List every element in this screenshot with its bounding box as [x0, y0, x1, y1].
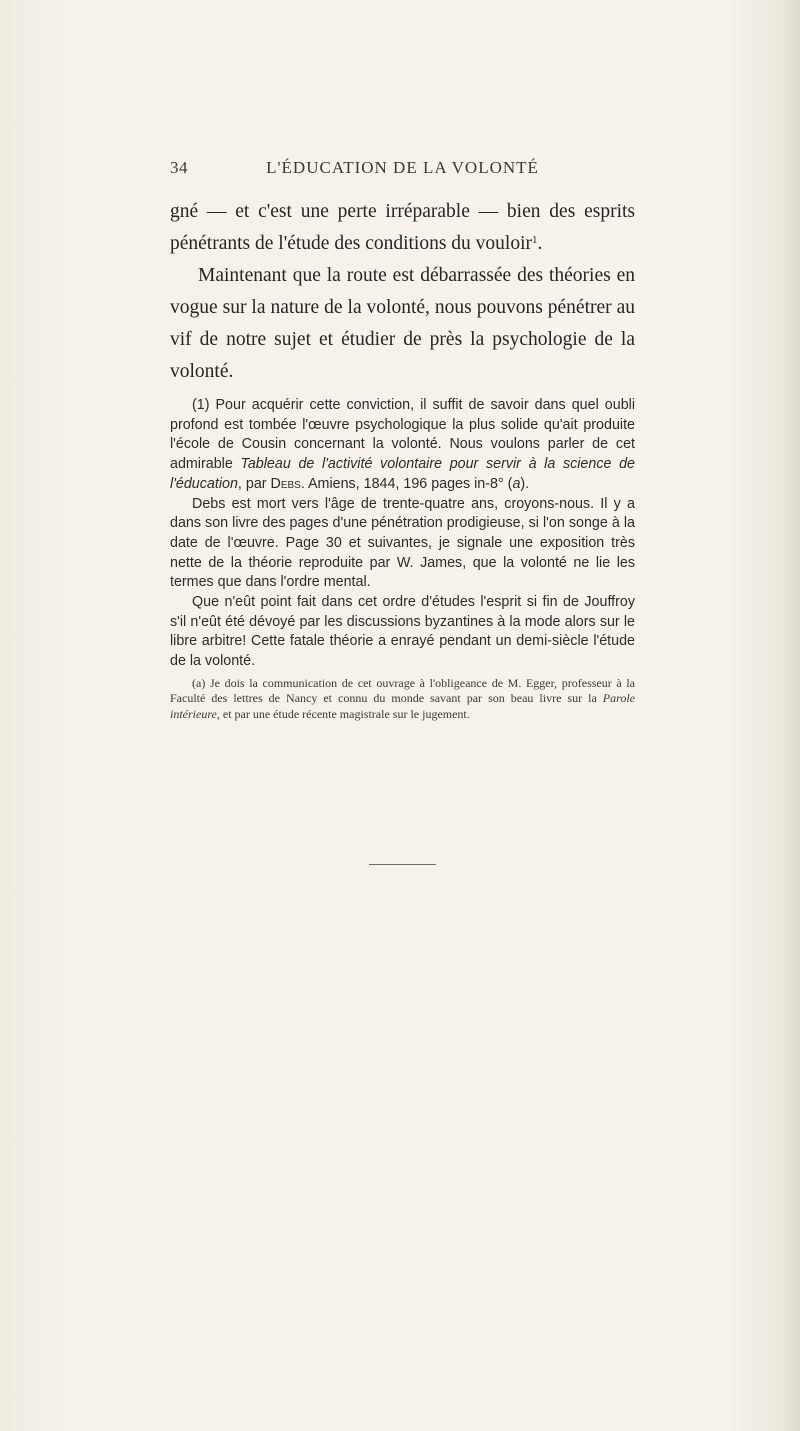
- footnotes: [170, 396, 635, 723]
- footnote-ref-a: a: [512, 475, 521, 492]
- paragraph-maintenant: Maintenant que la route est débarrassée des théories en vogue sur la nature de la volonté, nous pouvons pénétrer au vif de notre sujet et étudier de près la psychologie de la volonté.: [170, 265, 635, 382]
- book-title: Tableau de l'activité volontaire pour servir à la science de l'éducation: [170, 456, 635, 492]
- section-end-rule: [369, 864, 436, 865]
- running-head: [170, 158, 635, 180]
- footnote-a: (a) Je dois la communication de cet ouvrage à l'obligeance de M. Egger, professeur à la Faculté des lettres de Nancy et connu du monde savant par son beau livre sur la Parole intérieure, et par une étude récente magistrale sur le jugement.: [170, 675, 635, 722]
- running-title: L'ÉDUCATION DE LA VOLONTÉ: [266, 158, 539, 177]
- book-title-parole: Parole intérieure: [170, 691, 635, 722]
- footnote-1-paragraph-2: Debs est mort vers l'âge de trente-quatre ans, croyons-nous. Il y a dans son livre des pages d'une pénétration prodigieuse, si l'on songe à la date de l'œuvre. Page 30 et suivantes, je signale une exposition très nette de la théorie reproduite par W. James, que la volonté ne lie les termes que dans l'ordre mental.: [170, 495, 635, 591]
- page-edge-shadow: [782, 0, 800, 1431]
- author-name: Debs: [270, 475, 301, 492]
- footnote-1-paragraph-3: Que n'eût point fait dans cet ordre d'études l'esprit si fin de Jouffroy s'il n'eût été dévoyé par les discussions byzantines à la mode alors sur le libre arbitre! Cette fatale théorie a enrayé pendant un demi-siècle l'étude de la volonté.: [170, 594, 635, 670]
- footnote-1: (1) Pour acquérir cette conviction, il suffit de savoir dans quel oubli profond est tombée l'œuvre psychologique la plus solide qu'ait produite l'école de Cousin concernant la volonté. Nous voulons parler de cet admirable Tableau de l'activité volontaire pour servir à la science de l'éducation, par Debs. Amiens, 1844, 196 pages in-8° (a).: [170, 397, 635, 492]
- footnote-ref: 1: [532, 234, 538, 246]
- page-number: 34: [170, 158, 188, 177]
- paragraph-continuation: gné — et c'est une perte irréparable — bien des esprits pénétrants de l'étude des conditions du vouloir$^1$.: [170, 201, 635, 254]
- main-text: [170, 196, 635, 388]
